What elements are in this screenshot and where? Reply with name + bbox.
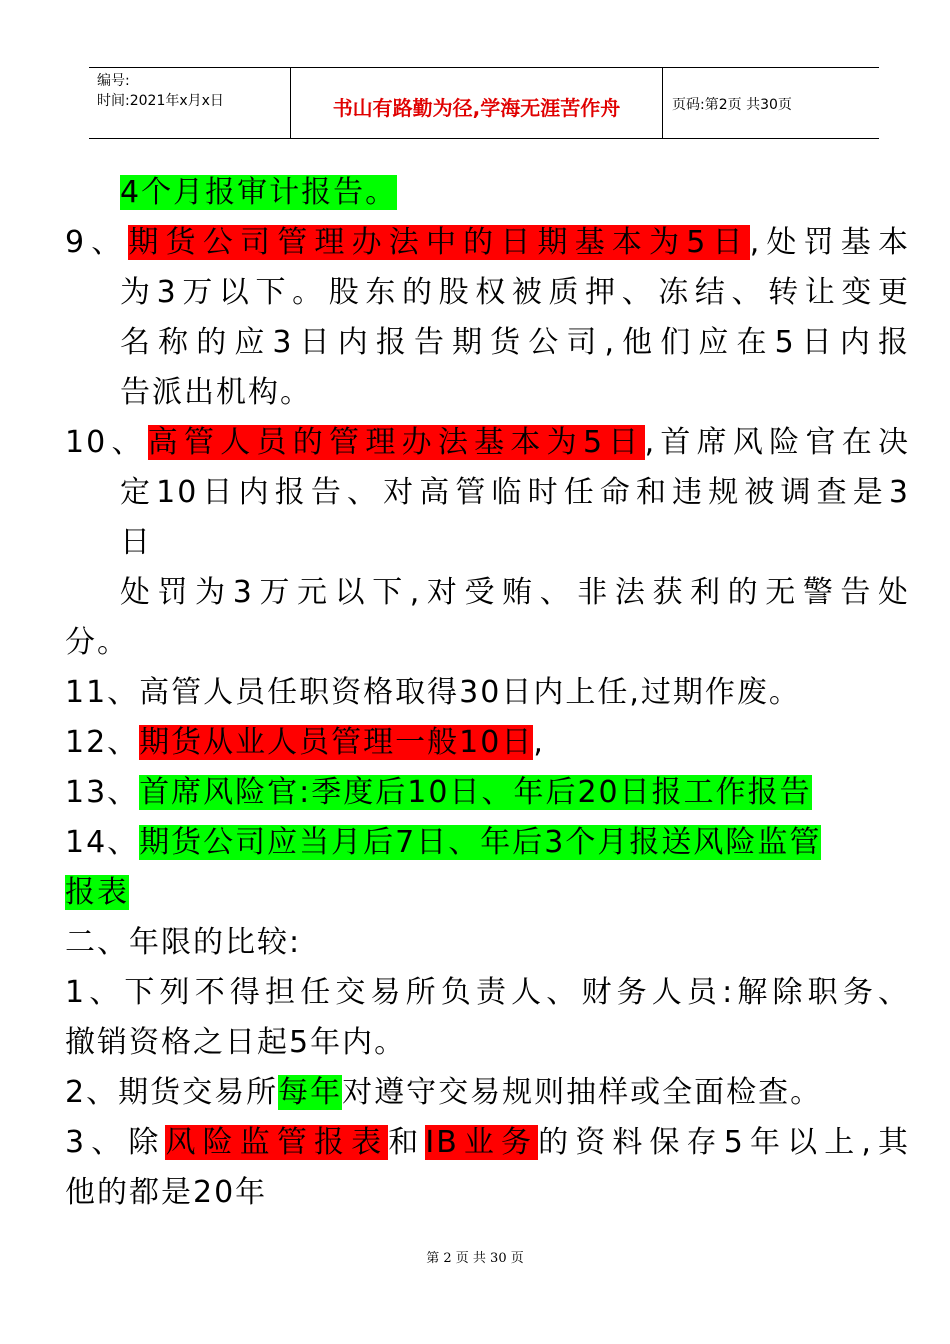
text-line — [65, 868, 910, 918]
text-line: 3、除风险监管报表和IB业务的资料保存5年以上,其 — [65, 1125, 911, 1160]
text-line: 14、期货公司应当月后7日、年后3个月报送风险监管 — [65, 825, 822, 860]
text-line: 撤销资格之日起5年内。 — [65, 1025, 407, 1060]
text-line: 定10日内报告、对高管临时任命和违规被调查是3 — [120, 475, 910, 510]
highlight-green: 期货公司应当月后7日、年后3个月报送风险监管 — [139, 825, 822, 860]
text-line: 11、高管人员任职资格取得30日内上任,过期作废。 — [65, 675, 801, 710]
text-line: 2、期货交易所每年对遵守交易规则抽样或全面检查。 — [65, 1075, 823, 1110]
header-meta — [97, 71, 224, 111]
text-line: 分。 — [65, 625, 129, 660]
text-line — [65, 168, 910, 218]
header-motto: 书山有路勤为径,学海无涯苦作舟 — [332, 96, 621, 120]
text-line: 名称的应3日内报告期货公司,他们应在5日内报 — [120, 325, 910, 360]
text-line: 1、下列不得担任交易所负责人、财务人员:解除职务、 — [65, 975, 910, 1010]
highlight-green: 4个月报审计报告。 — [120, 175, 398, 210]
text-line: 12、期货从业人员管理一般10日, — [65, 725, 545, 760]
highlight-green: 报表 — [65, 875, 129, 910]
text-line: 处罚为3万元以下,对受贿、非法获利的无警告处 — [120, 575, 910, 610]
text-line: 10、高管人员的管理办法基本为5日,首席风险官在决 — [65, 425, 910, 460]
page-footer: 第 2 页 共 30 页 — [426, 1251, 524, 1266]
highlight-red: 期货从业人员管理一般10日 — [139, 725, 534, 760]
section-heading: 二、年限的比较: — [65, 925, 302, 960]
time-label: 时间:2021年x月x日 — [97, 93, 224, 109]
highlight-green: 每年 — [278, 1075, 343, 1110]
text-line: 他的都是20年 — [65, 1175, 268, 1210]
document-body — [65, 168, 910, 1218]
text-line: 13、首席风险官:季度后10日、年后20日报工作报告 — [65, 775, 812, 810]
highlight-red: IB业务 — [425, 1125, 539, 1160]
text-line: 日 — [120, 525, 152, 560]
header-page-label: 页码:第2页 共30页 — [672, 97, 792, 113]
highlight-red: 高管人员的管理办法基本为5日 — [147, 425, 645, 460]
highlight-green: 首席风险官:季度后10日、年后20日报工作报告 — [139, 775, 812, 810]
highlight-red: 期货公司管理办法中的日期基本为5日 — [128, 225, 750, 260]
highlight-red: 风险监管报表 — [165, 1125, 389, 1160]
header-divider — [662, 68, 663, 138]
page-header — [89, 67, 879, 139]
text-line: 告派出机构。 — [120, 375, 312, 410]
number-label: 编号: — [97, 73, 130, 89]
text-line: 9、期货公司管理办法中的日期基本为5日,处罚基本 — [65, 225, 910, 260]
text-line: 为3万以下。股东的股权被质押、冻结、转让变更 — [120, 275, 910, 310]
